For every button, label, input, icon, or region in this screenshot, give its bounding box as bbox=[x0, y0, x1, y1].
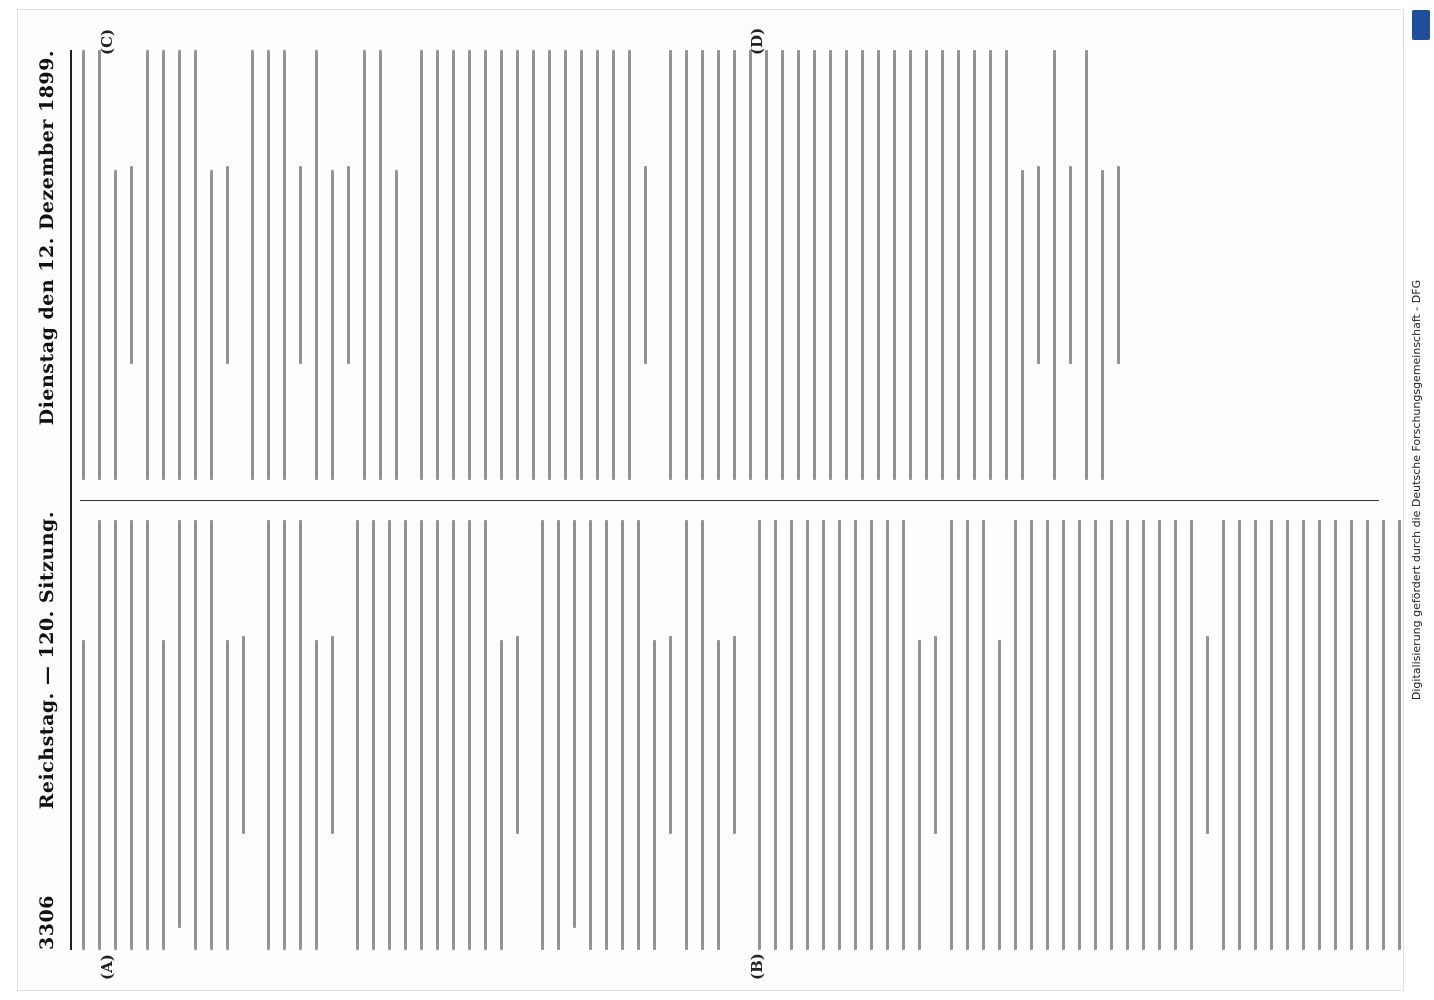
margin-mark-c: (C) bbox=[98, 28, 116, 55]
right-column bbox=[82, 50, 1379, 480]
scanned-page bbox=[18, 10, 1403, 990]
page-number: 3306 bbox=[36, 895, 58, 950]
running-head bbox=[36, 50, 72, 950]
margin-mark-a: (A) bbox=[98, 954, 116, 980]
margin-mark-d: (D) bbox=[748, 27, 766, 55]
session-title: Reichstag. — 120. Sitzung. bbox=[36, 511, 58, 810]
left-column bbox=[82, 520, 1379, 950]
credit-text: Digitalisierung gefördert durch die Deutsche Forschungsgemeinschaft - DFG bbox=[1410, 279, 1423, 701]
digitization-credit bbox=[1410, 10, 1432, 990]
rotated-page bbox=[18, 10, 1403, 990]
column-rule bbox=[80, 500, 1379, 501]
margin-mark-b: (B) bbox=[748, 953, 766, 980]
session-date: Dienstag den 12. Dezember 1899. bbox=[36, 50, 58, 426]
